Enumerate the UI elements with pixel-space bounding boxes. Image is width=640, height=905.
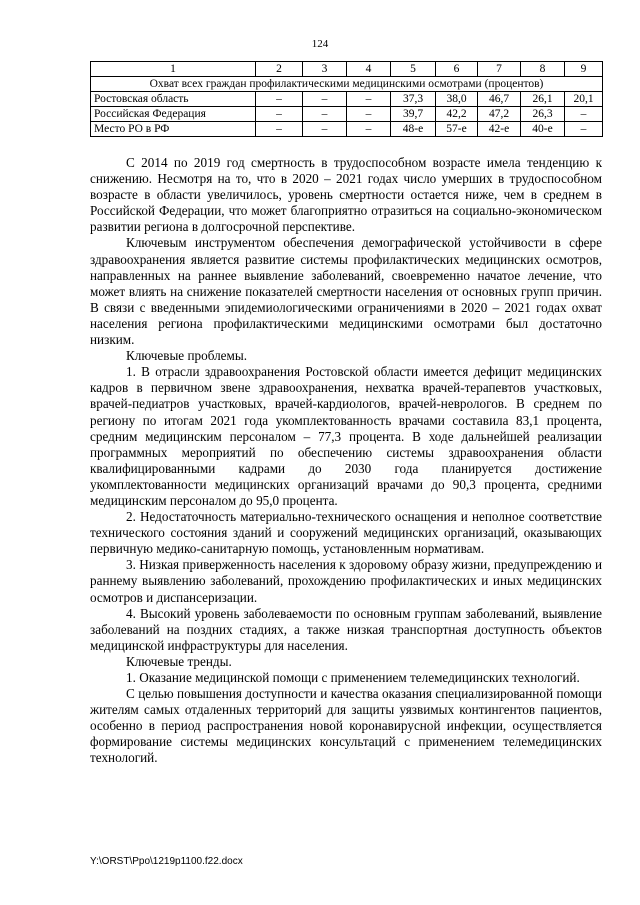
table-cell: 37,3 <box>391 92 436 107</box>
problem-item-2: 2. Недостаточность материально-технического оснащения и неполное соответствие технического состояния зданий и сооружений медицинских организаций, оказывающих первичную медико-санитарную помощь, установленным нормативам. <box>90 509 602 557</box>
row-label: Ростовская область <box>91 92 256 107</box>
footer-file-path: Y:\ORST\Ppo\1219p1100.f22.docx <box>90 856 243 867</box>
table-cell: 48-е <box>391 122 436 137</box>
table-cell: – <box>303 107 347 122</box>
paragraph-mortality-trend: С 2014 по 2019 год смертность в трудоспособном возрасте имела тенденцию к снижению. Несмотря на то, что в 2020 – 2021 годах число умерших в трудоспособном возрасте в области увеличилось, уровень смертности остается ниже, чем в среднем в Российской Федерации, что может благоприятно отразиться на социально-экономическом развитии региона в долгосрочной перспективе. <box>90 155 602 235</box>
table-header-cell: 7 <box>478 62 521 77</box>
table-cell: 39,7 <box>391 107 436 122</box>
table-cell: – <box>347 107 391 122</box>
table-cell: – <box>303 92 347 107</box>
problem-item-4: 4. Высокий уровень заболеваемости по основным группам заболеваний, выявление заболеваний на поздних стадиях, а также низкая транспортная доступность объектов медицинской инфраструктуры для населения. <box>90 605 602 653</box>
table-row <box>91 122 603 137</box>
table-cell: 40-е <box>521 122 565 137</box>
table-header-cell: 5 <box>391 62 436 77</box>
table-cell: 42-е <box>478 122 521 137</box>
problem-item-3: 3. Низкая приверженность населения к здоровому образу жизни, предупреждению и раннему выявлению заболеваний, прохождению профилактических и иных медицинских осмотров и диспансеризации. <box>90 557 602 605</box>
table-header-row <box>91 62 603 77</box>
table-cell: 38,0 <box>436 92 478 107</box>
table-cell: – <box>347 122 391 137</box>
heading-key-problems: Ключевые проблемы. <box>126 348 248 364</box>
paragraph-preventive-exams: Ключевым инструментом обеспечения демографической устойчивости в сфере здравоохранения является развитие системы профилактических медицинских осмотров, направленных на раннее выявление заболеваний, своевременно начатое лечение, что может влиять на снижение показателей смертности населения от основных групп причин. В связи с введенными эпидемиологическими ограничениями в 2020 – 2021 годах охват населения региона профилактическими медицинскими осмотрами был достаточно низким. <box>90 235 602 348</box>
trend-item-1: 1. Оказание медицинской помощи с применением телемедицинских технологий. <box>126 670 580 685</box>
table-cell: 46,7 <box>478 92 521 107</box>
table-cell: 26,3 <box>521 107 565 122</box>
problem-item-1: 1. В отрасли здравоохранения Ростовской области имеется дефицит медицинских кадров в первичном звене здравоохранения, нехватка врачей-терапевтов участковых, врачей-педиатров участковых, врачей-кардиологов, врачей-неврологов. В среднем по региону по итогам 2021 года укомплектованность врачами составила 83,1 процента, средним медицинским персоналом – 77,3 процента. В ходе дальнейшей реализации программных мероприятий по обеспечению системы здравоохранения области квалифицированными кадрами до 2030 года планируется достижение укомплектованности медицинских организаций врачами до 90,3 процента, средними медицинским персоналом до 95,0 процента. <box>90 364 602 508</box>
table-header-cell: 3 <box>303 62 347 77</box>
table-row <box>91 107 603 122</box>
table-cell: 26,1 <box>521 92 565 107</box>
table-section-row <box>91 77 603 92</box>
row-label: Российская Федерация <box>91 107 256 122</box>
table-cell: – <box>565 107 603 122</box>
table-cell: – <box>256 122 303 137</box>
table-cell: – <box>303 122 347 137</box>
row-label: Место РО в РФ <box>91 122 256 137</box>
heading-key-trends: Ключевые тренды. <box>126 653 232 669</box>
table-cell: – <box>347 92 391 107</box>
table-section-title: Охват всех граждан профилактическими медицинскими осмотрами (процентов) <box>91 77 603 92</box>
table-cell: – <box>256 92 303 107</box>
page-number: 124 <box>311 38 329 50</box>
paragraph-telemedicine: С целью повышения доступности и качества оказания специализированной помощи жителям самых отдаленных территорий для защиты уязвимых контингентов пациентов, особенно в период распространения новой коронавирусной инфекции, осуществляется формирование системы медицинских консультаций с применением телемедицинских технологий. <box>90 686 602 766</box>
table-cell: 47,2 <box>478 107 521 122</box>
table-cell: 57-е <box>436 122 478 137</box>
table-header-cell: 2 <box>256 62 303 77</box>
table-row <box>91 92 603 107</box>
table-header-cell: 8 <box>521 62 565 77</box>
statistics-table <box>90 61 603 137</box>
table-cell: – <box>565 122 603 137</box>
document-body <box>90 155 602 767</box>
table-cell: 42,2 <box>436 107 478 122</box>
table-cell: – <box>256 107 303 122</box>
table-header-cell: 1 <box>91 62 256 77</box>
table-cell: 20,1 <box>565 92 603 107</box>
table-header-cell: 6 <box>436 62 478 77</box>
table-header-cell: 4 <box>347 62 391 77</box>
table-header-cell: 9 <box>565 62 603 77</box>
